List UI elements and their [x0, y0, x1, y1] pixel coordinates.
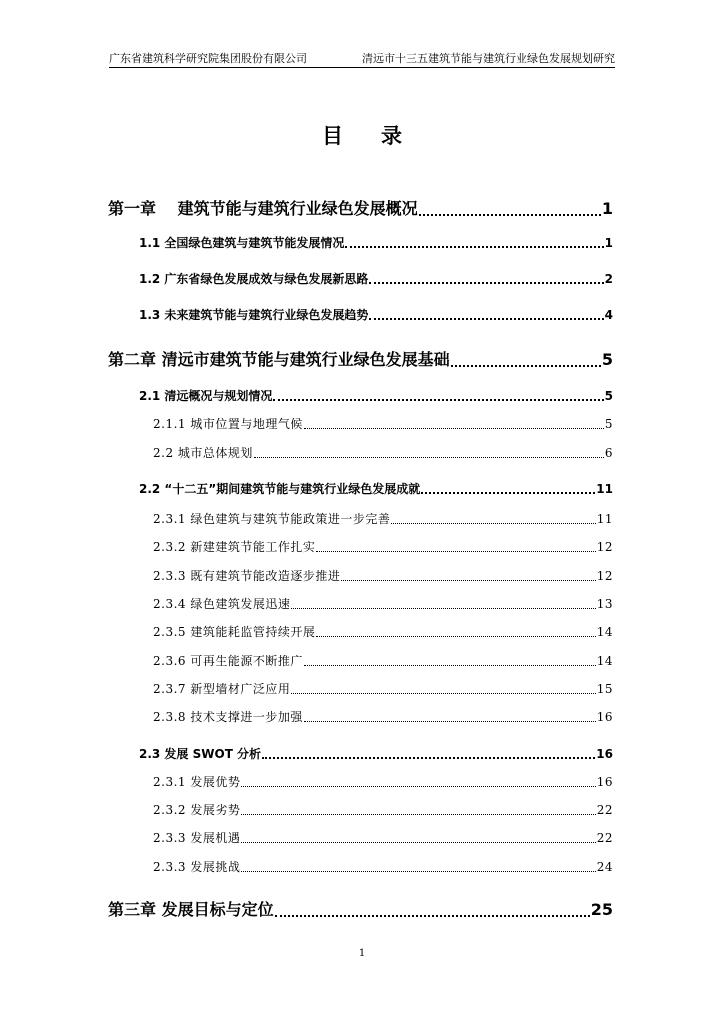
toc-entry-page: 15 [596, 682, 613, 696]
toc-entry-page: 1 [601, 199, 613, 218]
toc-dot-leader [262, 756, 595, 759]
toc-dot-leader [291, 607, 595, 609]
toc-entry-label: 2.3.6 可再生能源不断推广 [153, 654, 303, 668]
toc-dot-leader [369, 281, 603, 284]
toc-entry-label: 1.3 未来建筑节能与建筑行业绿色发展趋势 [139, 308, 369, 322]
toc-entry-label: 2.3.3 发展挑战 [153, 860, 241, 874]
toc-entry-page: 6 [604, 446, 613, 460]
toc-entry[interactable] [153, 567, 613, 584]
toc-dot-leader [291, 692, 595, 694]
toc-dot-leader [421, 491, 595, 494]
toc-entry-label: 2.3.5 建筑能耗监管持续开展 [153, 625, 316, 639]
toc-dot-leader [341, 579, 595, 581]
toc-entry-page: 12 [596, 569, 613, 583]
toc-entry-page: 4 [604, 308, 613, 322]
toc-entry-label: 2.3.8 技术支撑进一步加强 [153, 710, 303, 724]
header-organization: 广东省建筑科学研究院集团股份有限公司 [109, 52, 307, 65]
toc-entry-label: 1.1 全国绿色建筑与建筑节能发展情况 [139, 236, 345, 250]
toc-entry-label: 2.3 发展 SWOT 分析 [139, 747, 262, 761]
toc-entry[interactable] [153, 652, 613, 669]
toc-dot-leader [241, 785, 595, 787]
toc-entry[interactable] [153, 415, 613, 432]
toc-entry-label: 2.2 “十二五”期间建筑节能与建筑行业绿色发展成就 [139, 482, 421, 496]
toc-dot-leader [451, 364, 601, 367]
toc-entry-label: 第二章 清远市建筑节能与建筑行业绿色发展基础 [108, 350, 450, 369]
toc-entry[interactable] [108, 897, 613, 920]
toc-entry[interactable] [153, 595, 613, 612]
toc-entry-label: 2.3.7 新型墙材广泛应用 [153, 682, 291, 696]
toc-entry[interactable] [153, 801, 613, 818]
toc-entry[interactable] [153, 858, 613, 875]
toc-entry[interactable] [139, 270, 613, 287]
toc-entry[interactable] [153, 773, 613, 790]
toc-entry[interactable] [139, 480, 613, 497]
page-title: 目录 [322, 124, 440, 148]
toc-dot-leader [391, 522, 595, 524]
toc-entry-label: 2.3.2 发展劣势 [153, 803, 241, 817]
toc-entry-page: 22 [596, 831, 613, 845]
toc-dot-leader [304, 427, 604, 429]
toc-entry[interactable] [108, 347, 613, 370]
toc-dot-leader [273, 398, 603, 401]
toc-entry-label: 2.3.1 发展优势 [153, 775, 241, 789]
toc-entry[interactable] [153, 829, 613, 846]
toc-dot-leader [304, 720, 596, 722]
toc-entry[interactable] [153, 510, 613, 527]
toc-entry[interactable] [153, 680, 613, 697]
toc-entry[interactable] [139, 745, 613, 762]
toc-entry[interactable] [153, 538, 613, 555]
toc-dot-leader [369, 317, 603, 320]
header-report-title: 清远市十三五建筑节能与建筑行业绿色发展规划研究 [362, 52, 615, 65]
toc-entry-page: 12 [596, 540, 613, 554]
toc-entry[interactable] [153, 444, 613, 461]
toc-entry-page: 16 [596, 775, 613, 789]
toc-entry[interactable] [153, 623, 613, 640]
toc-entry-page: 14 [596, 654, 613, 668]
toc-entry-label: 2.3.4 绿色建筑发展迅速 [153, 597, 291, 611]
toc-entry-page: 2 [604, 272, 613, 286]
toc-entry-label: 2.3.3 既有建筑节能改造逐步推进 [153, 569, 341, 583]
toc-entry-label: 2.2 城市总体规划 [153, 446, 253, 460]
toc-entry-label: 第一章 建筑节能与建筑行业绿色发展概况 [108, 199, 418, 218]
toc-dot-leader [241, 841, 595, 843]
toc-entry-page: 11 [596, 482, 613, 496]
toc-entry-page: 16 [596, 710, 613, 724]
toc-entry[interactable] [139, 306, 613, 323]
toc-entry[interactable] [139, 234, 613, 251]
toc-entry-label: 2.1 清远概况与规划情况 [139, 389, 273, 403]
toc-entry-page: 11 [596, 512, 613, 526]
toc-entry-label: 第三章 发展目标与定位 [108, 900, 274, 919]
running-header [109, 50, 615, 68]
toc-entry-page: 25 [590, 900, 613, 919]
toc-entry-page: 13 [596, 597, 613, 611]
toc-entry-page: 22 [596, 803, 613, 817]
toc-entry-page: 14 [596, 625, 613, 639]
toc-dot-leader [419, 213, 601, 216]
toc-entry-label: 2.3.3 发展机遇 [153, 831, 241, 845]
page-number: 1 [358, 948, 366, 959]
toc-entry-page: 5 [601, 350, 613, 369]
toc-entry[interactable] [108, 196, 613, 219]
toc-entry-label: 1.2 广东省绿色发展成效与绿色发展新思路 [139, 272, 369, 286]
toc-entry-label: 2.1.1 城市位置与地理气候 [153, 417, 303, 431]
toc-dot-leader [304, 664, 596, 666]
toc-entry[interactable] [139, 387, 613, 404]
toc-entry-page: 16 [596, 747, 613, 761]
toc-entry-page: 5 [604, 417, 613, 431]
toc-dot-leader [316, 635, 595, 637]
toc-entry-page: 24 [596, 860, 613, 874]
toc-dot-leader [316, 550, 595, 552]
toc-entry-page: 1 [604, 236, 613, 250]
toc-entry-page: 5 [604, 389, 613, 403]
toc-entry-label: 2.3.1 绿色建筑与建筑节能政策进一步完善 [153, 512, 391, 526]
toc-dot-leader [254, 456, 604, 458]
toc-entry-label: 2.3.2 新建建筑节能工作扎实 [153, 540, 316, 554]
toc-dot-leader [345, 245, 603, 248]
toc-dot-leader [241, 870, 595, 872]
toc-entry[interactable] [153, 708, 613, 725]
toc-dot-leader [241, 813, 595, 815]
toc-dot-leader [275, 914, 590, 917]
